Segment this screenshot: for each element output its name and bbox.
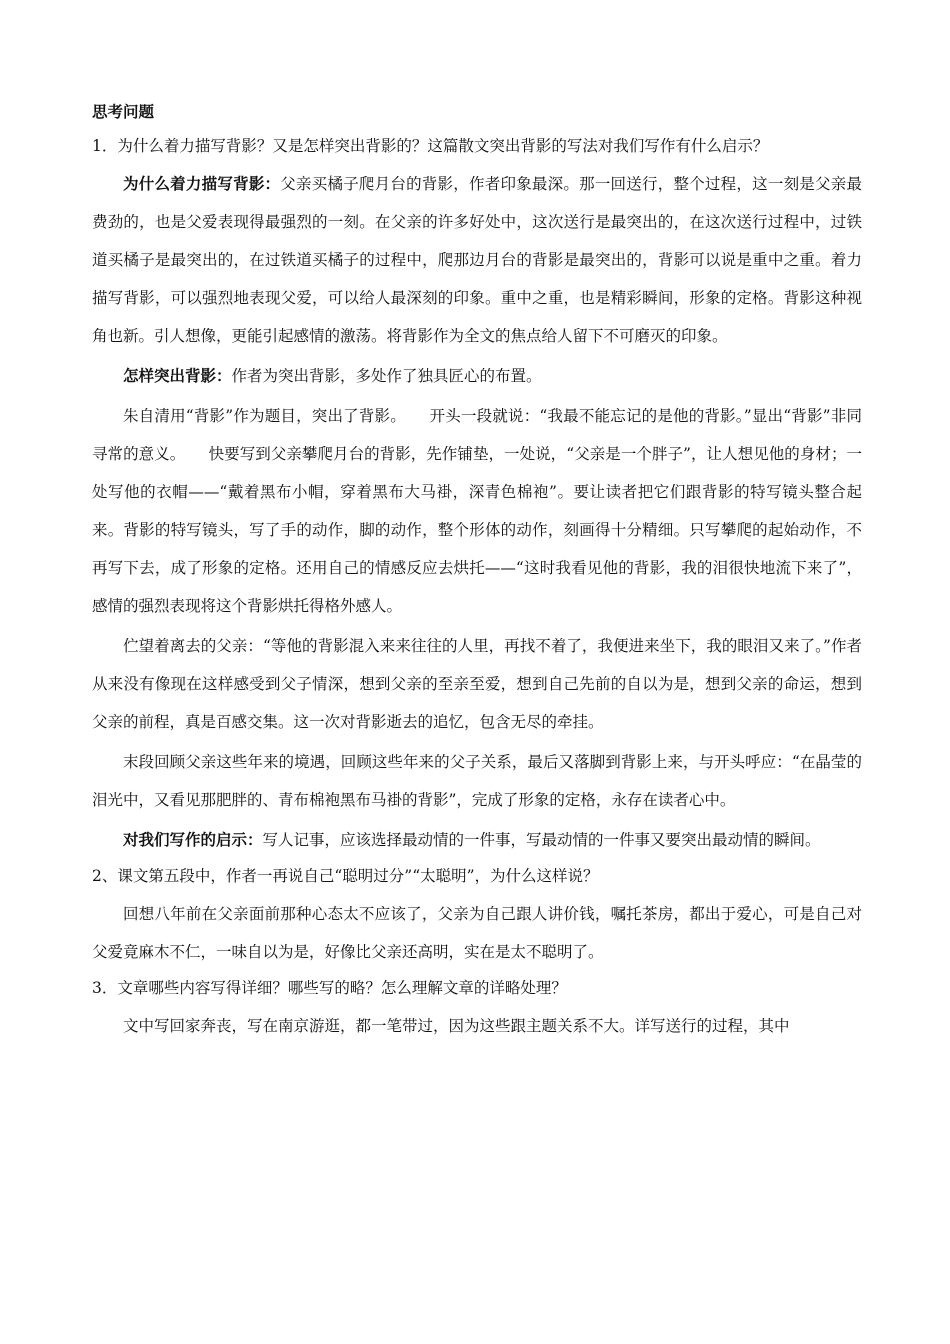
answer-paragraph-how <box>92 357 862 395</box>
answer-label-how: 怎样突出背影： <box>123 367 232 385</box>
paragraph-watching-father: 伫望着离去的父亲：“等他的背影混入来来往往的人里，再找不着了，我便进来坐下，我的眼泪又来了。”作者从来没有像现在这样感受到父子情深，想到父亲的至亲至爱，想到自己先前的自以为是，想到父亲的命运，想到父亲的前程，真是百感交集。这一次对背影逝去的追忆，包含无尽的牵挂。 <box>92 637 862 731</box>
answer-text-why: 父亲买橘子爬月台的背影，作者印象最深。那一回送行，整个过程，这一刻是父亲最费劲的，也是父爱表现得最强烈的一刻。在父亲的许多好处中，这次送行是最突出的，在这次送行过程中，过铁道买橘子是最突出的，在过铁道买橘子的过程中，爬那边月台的背影是最突出的，背影可以说是重中之重。着力描写背影，可以强烈地表现父爱，可以给人最深刻的印象。重中之重，也是精彩瞬间，形象的定格。背影这种视角也新。引人想像，更能引起感情的激荡。将背影作为全文的焦点给人留下不可磨灭的印象。 <box>92 175 862 345</box>
answer-text-how: 作者为突出背影，多处作了独具匠心的布置。 <box>231 367 542 385</box>
answer-label-why: 为什么着力描写背影： <box>123 175 281 193</box>
question-3: 3．文章哪些内容写得详细？哪些写的略？怎么理解文章的详略处理？ <box>92 979 567 997</box>
answer-paragraph-q3: 文中写回家奔丧，写在南京游逛，都一笔带过，因为这些跟主题关系不大。详写送行的过程，其中 <box>123 1017 790 1035</box>
answer-paragraph-inspiration <box>92 821 862 859</box>
question-2: 2、课文第五段中，作者一再说自己“聪明过分”“太聪明”，为什么这样说？ <box>92 867 599 885</box>
document-body <box>92 97 862 1047</box>
paragraph-ending: 末段回顾父亲这些年来的境遇，回顾这些年来的父子关系，最后又落脚到背影上来，与开头呼应：“在晶莹的泪光中，又看见那肥胖的、青布棉袍黑布马褂的背影”，完成了形象的定格，永存在读者心中。 <box>92 753 862 809</box>
answer-paragraph-q2: 回想八年前在父亲面前那种心态太不应该了，父亲为自己跟人讲价钱，嘱托茶房，都出于爱心，可是自己对父爱竟麻木不仁，一味自以为是，好像比父亲还高明，实在是太不聪明了。 <box>92 905 862 961</box>
answer-text-inspiration: 写人记事，应该选择最动情的一件事，写最动情的一件事又要突出最动情的瞬间。 <box>262 831 821 849</box>
section-heading: 思考问题 <box>92 103 155 121</box>
question-1: 1．为什么着力描写背影？又是怎样突出背影的？这篇散文突出背影的写法对我们写作有什么启示？ <box>92 137 769 155</box>
answer-paragraph-why <box>92 165 862 355</box>
answer-label-inspiration: 对我们写作的启示： <box>123 831 263 849</box>
paragraph-title-emphasis: 朱自清用“背影”作为题目，突出了背影。 开头一段就说：“我最不能忘记的是他的背影。”显出“背影”非同寻常的意义。 快要写到父亲攀爬月台的背影，先作铺垫，一处说，“父亲是一个胖子”，让人想见他的身材；一处写他的衣帽——“戴着黑布小帽，穿着黑布大马褂，深青色棉袍”。要让读者把它们跟背影的特写镜头整合起来。背影的特写镜头，写了手的动作，脚的动作，整个形体的动作，刻画得十分精细。只写攀爬的起始动作，不再写下去，成了形象的定格。还用自己的情感反应去烘托——“这时我看见他的背影，我的泪很快地流下来了”，感情的强烈表现将这个背影烘托得格外感人。 <box>92 407 862 615</box>
